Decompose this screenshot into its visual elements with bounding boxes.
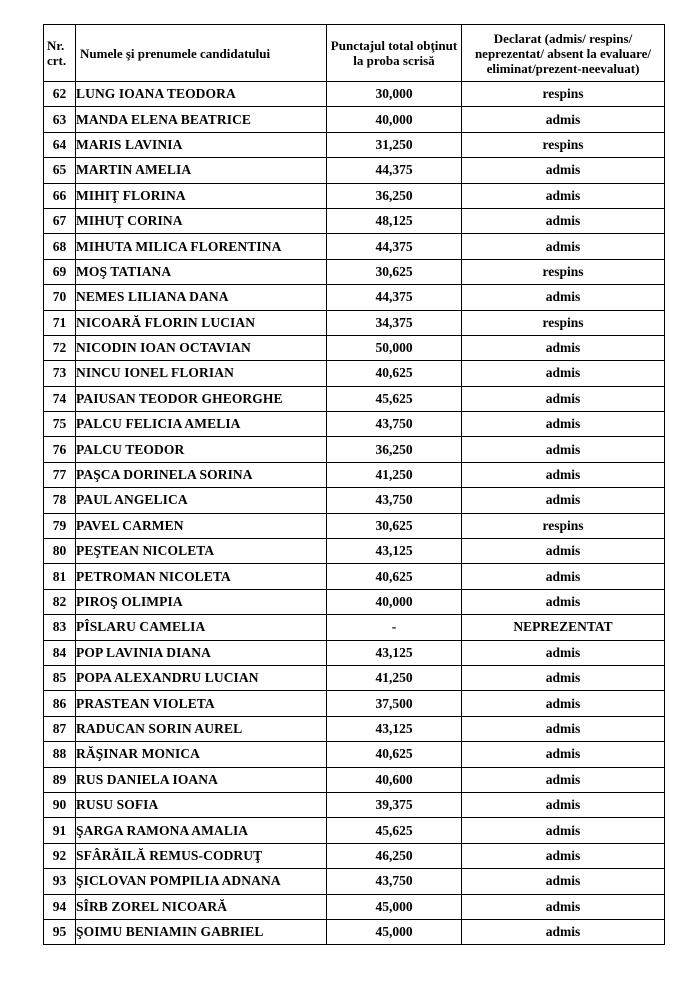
cell-score: 43,125 <box>327 640 462 665</box>
cell-score: 40,625 <box>327 564 462 589</box>
cell-name: LUNG IOANA TEODORA <box>76 82 327 107</box>
cell-score: 43,750 <box>327 488 462 513</box>
cell-name: RADUCAN SORIN AUREL <box>76 716 327 741</box>
cell-status: admis <box>462 640 665 665</box>
cell-name: ŞARGA RAMONA AMALIA <box>76 818 327 843</box>
cell-score: 45,625 <box>327 386 462 411</box>
table-row <box>44 767 665 792</box>
cell-score: 45,000 <box>327 919 462 944</box>
cell-score: 48,125 <box>327 208 462 233</box>
cell-nr: 87 <box>44 716 76 741</box>
cell-name: MIHUTA MILICA FLORENTINA <box>76 234 327 259</box>
table-row <box>44 107 665 132</box>
cell-status: admis <box>462 767 665 792</box>
header-status: Declarat (admis/ respins/ neprezentat/ absent la evaluare/ eliminat/prezent-neevaluat) <box>462 25 665 82</box>
cell-status: respins <box>462 82 665 107</box>
cell-nr: 95 <box>44 919 76 944</box>
table-row <box>44 82 665 107</box>
cell-score: 40,600 <box>327 767 462 792</box>
cell-score: 30,000 <box>327 82 462 107</box>
cell-nr: 75 <box>44 412 76 437</box>
cell-status: admis <box>462 691 665 716</box>
cell-status: admis <box>462 589 665 614</box>
cell-status: admis <box>462 742 665 767</box>
cell-status: NEPREZENTAT <box>462 615 665 640</box>
cell-score: 30,625 <box>327 259 462 284</box>
cell-name: RUSU SOFIA <box>76 792 327 817</box>
cell-name: SÎRB ZOREL NICOARĂ <box>76 894 327 919</box>
table-row <box>44 412 665 437</box>
cell-nr: 64 <box>44 132 76 157</box>
cell-score: 45,625 <box>327 818 462 843</box>
header-row <box>44 25 665 82</box>
cell-nr: 68 <box>44 234 76 259</box>
cell-name: MIHUŢ CORINA <box>76 208 327 233</box>
cell-nr: 88 <box>44 742 76 767</box>
table-row <box>44 843 665 868</box>
cell-nr: 77 <box>44 462 76 487</box>
cell-nr: 90 <box>44 792 76 817</box>
cell-name: NICODIN IOAN OCTAVIAN <box>76 335 327 360</box>
cell-score: 46,250 <box>327 843 462 868</box>
table-row <box>44 665 665 690</box>
cell-name: ŞOIMU BENIAMIN GABRIEL <box>76 919 327 944</box>
cell-name: PIROŞ OLIMPIA <box>76 589 327 614</box>
cell-score: 44,375 <box>327 234 462 259</box>
table-row <box>44 437 665 462</box>
cell-name: MARTIN AMELIA <box>76 158 327 183</box>
cell-name: PETROMAN NICOLETA <box>76 564 327 589</box>
table-row <box>44 869 665 894</box>
cell-score: 41,250 <box>327 462 462 487</box>
cell-name: MOŞ TATIANA <box>76 259 327 284</box>
cell-nr: 82 <box>44 589 76 614</box>
cell-status: admis <box>462 818 665 843</box>
cell-status: respins <box>462 513 665 538</box>
cell-status: respins <box>462 132 665 157</box>
table-row <box>44 183 665 208</box>
cell-status: admis <box>462 335 665 360</box>
table-row <box>44 234 665 259</box>
cell-status: admis <box>462 894 665 919</box>
cell-score: 45,000 <box>327 894 462 919</box>
cell-status: admis <box>462 412 665 437</box>
cell-status: admis <box>462 665 665 690</box>
cell-score: 40,000 <box>327 107 462 132</box>
cell-nr: 71 <box>44 310 76 335</box>
cell-status: respins <box>462 310 665 335</box>
header-nr: Nr. crt. <box>44 25 76 82</box>
table-row <box>44 158 665 183</box>
table-row <box>44 691 665 716</box>
cell-score: 34,375 <box>327 310 462 335</box>
cell-nr: 76 <box>44 437 76 462</box>
table-row <box>44 615 665 640</box>
cell-status: admis <box>462 792 665 817</box>
cell-status: admis <box>462 183 665 208</box>
cell-nr: 63 <box>44 107 76 132</box>
cell-score: 40,000 <box>327 589 462 614</box>
cell-score: 37,500 <box>327 691 462 716</box>
cell-status: admis <box>462 285 665 310</box>
table-row <box>44 640 665 665</box>
cell-status: admis <box>462 386 665 411</box>
cell-status: admis <box>462 107 665 132</box>
cell-name: POPA ALEXANDRU LUCIAN <box>76 665 327 690</box>
cell-nr: 78 <box>44 488 76 513</box>
cell-name: PALCU FELICIA AMELIA <box>76 412 327 437</box>
cell-name: MANDA ELENA BEATRICE <box>76 107 327 132</box>
cell-name: RUS DANIELA IOANA <box>76 767 327 792</box>
table-row <box>44 208 665 233</box>
cell-score: 30,625 <box>327 513 462 538</box>
cell-nr: 85 <box>44 665 76 690</box>
cell-score: 39,375 <box>327 792 462 817</box>
cell-status: admis <box>462 716 665 741</box>
cell-score: 43,125 <box>327 716 462 741</box>
table-row <box>44 742 665 767</box>
cell-name: PRASTEAN VIOLETA <box>76 691 327 716</box>
cell-nr: 70 <box>44 285 76 310</box>
cell-nr: 91 <box>44 818 76 843</box>
cell-nr: 72 <box>44 335 76 360</box>
cell-nr: 80 <box>44 539 76 564</box>
cell-nr: 83 <box>44 615 76 640</box>
cell-status: admis <box>462 843 665 868</box>
cell-nr: 65 <box>44 158 76 183</box>
table-row <box>44 894 665 919</box>
cell-nr: 73 <box>44 361 76 386</box>
cell-status: admis <box>462 158 665 183</box>
cell-name: PALCU TEODOR <box>76 437 327 462</box>
cell-nr: 62 <box>44 82 76 107</box>
cell-name: SFÂRĂILĂ REMUS-CODRUŢ <box>76 843 327 868</box>
cell-score: 41,250 <box>327 665 462 690</box>
table-row <box>44 919 665 944</box>
header-score: Punctajul total obţinut la proba scrisă <box>327 25 462 82</box>
cell-name: PEŞTEAN NICOLETA <box>76 539 327 564</box>
cell-name: NEMES LILIANA DANA <box>76 285 327 310</box>
cell-status: admis <box>462 234 665 259</box>
cell-name: MARIS LAVINIA <box>76 132 327 157</box>
table-row <box>44 335 665 360</box>
cell-status: admis <box>462 488 665 513</box>
header-name: Numele şi prenumele candidatului <box>76 25 327 82</box>
cell-name: ŞICLOVAN POMPILIA ADNANA <box>76 869 327 894</box>
cell-name: PÎSLARU CAMELIA <box>76 615 327 640</box>
cell-status: admis <box>462 564 665 589</box>
table-row <box>44 462 665 487</box>
cell-status: admis <box>462 919 665 944</box>
cell-score: 40,625 <box>327 361 462 386</box>
cell-nr: 69 <box>44 259 76 284</box>
cell-nr: 86 <box>44 691 76 716</box>
cell-status: admis <box>462 437 665 462</box>
cell-name: PAIUSAN TEODOR GHEORGHE <box>76 386 327 411</box>
table-row <box>44 589 665 614</box>
cell-nr: 92 <box>44 843 76 868</box>
cell-score: 43,750 <box>327 412 462 437</box>
cell-name: PAUL ANGELICA <box>76 488 327 513</box>
cell-nr: 67 <box>44 208 76 233</box>
cell-status: admis <box>462 539 665 564</box>
cell-status: admis <box>462 361 665 386</box>
cell-status: admis <box>462 869 665 894</box>
table-body <box>44 82 665 945</box>
cell-name: NINCU IONEL FLORIAN <box>76 361 327 386</box>
cell-nr: 94 <box>44 894 76 919</box>
table-header <box>44 25 665 82</box>
cell-score: 50,000 <box>327 335 462 360</box>
cell-nr: 89 <box>44 767 76 792</box>
cell-score: 44,375 <box>327 158 462 183</box>
table-row <box>44 310 665 335</box>
table-row <box>44 564 665 589</box>
cell-nr: 81 <box>44 564 76 589</box>
cell-status: respins <box>462 259 665 284</box>
cell-score: 36,250 <box>327 437 462 462</box>
cell-name: PAŞCA DORINELA SORINA <box>76 462 327 487</box>
results-table <box>43 24 665 945</box>
table-row <box>44 792 665 817</box>
cell-score: 43,750 <box>327 869 462 894</box>
cell-nr: 74 <box>44 386 76 411</box>
cell-nr: 84 <box>44 640 76 665</box>
cell-nr: 66 <box>44 183 76 208</box>
cell-name: RĂŞINAR MONICA <box>76 742 327 767</box>
cell-name: PAVEL CARMEN <box>76 513 327 538</box>
table-row <box>44 513 665 538</box>
cell-name: NICOARĂ FLORIN LUCIAN <box>76 310 327 335</box>
table-row <box>44 716 665 741</box>
table-row <box>44 132 665 157</box>
table-row <box>44 386 665 411</box>
cell-score: 40,625 <box>327 742 462 767</box>
cell-status: admis <box>462 208 665 233</box>
cell-status: admis <box>462 462 665 487</box>
table-row <box>44 488 665 513</box>
cell-name: MIHIŢ FLORINA <box>76 183 327 208</box>
table-row <box>44 539 665 564</box>
cell-score: 43,125 <box>327 539 462 564</box>
cell-score: 36,250 <box>327 183 462 208</box>
cell-score: 31,250 <box>327 132 462 157</box>
cell-nr: 93 <box>44 869 76 894</box>
table-row <box>44 259 665 284</box>
cell-nr: 79 <box>44 513 76 538</box>
table-row <box>44 361 665 386</box>
table-row <box>44 285 665 310</box>
cell-score: - <box>327 615 462 640</box>
cell-name: POP LAVINIA DIANA <box>76 640 327 665</box>
cell-score: 44,375 <box>327 285 462 310</box>
table-row <box>44 818 665 843</box>
